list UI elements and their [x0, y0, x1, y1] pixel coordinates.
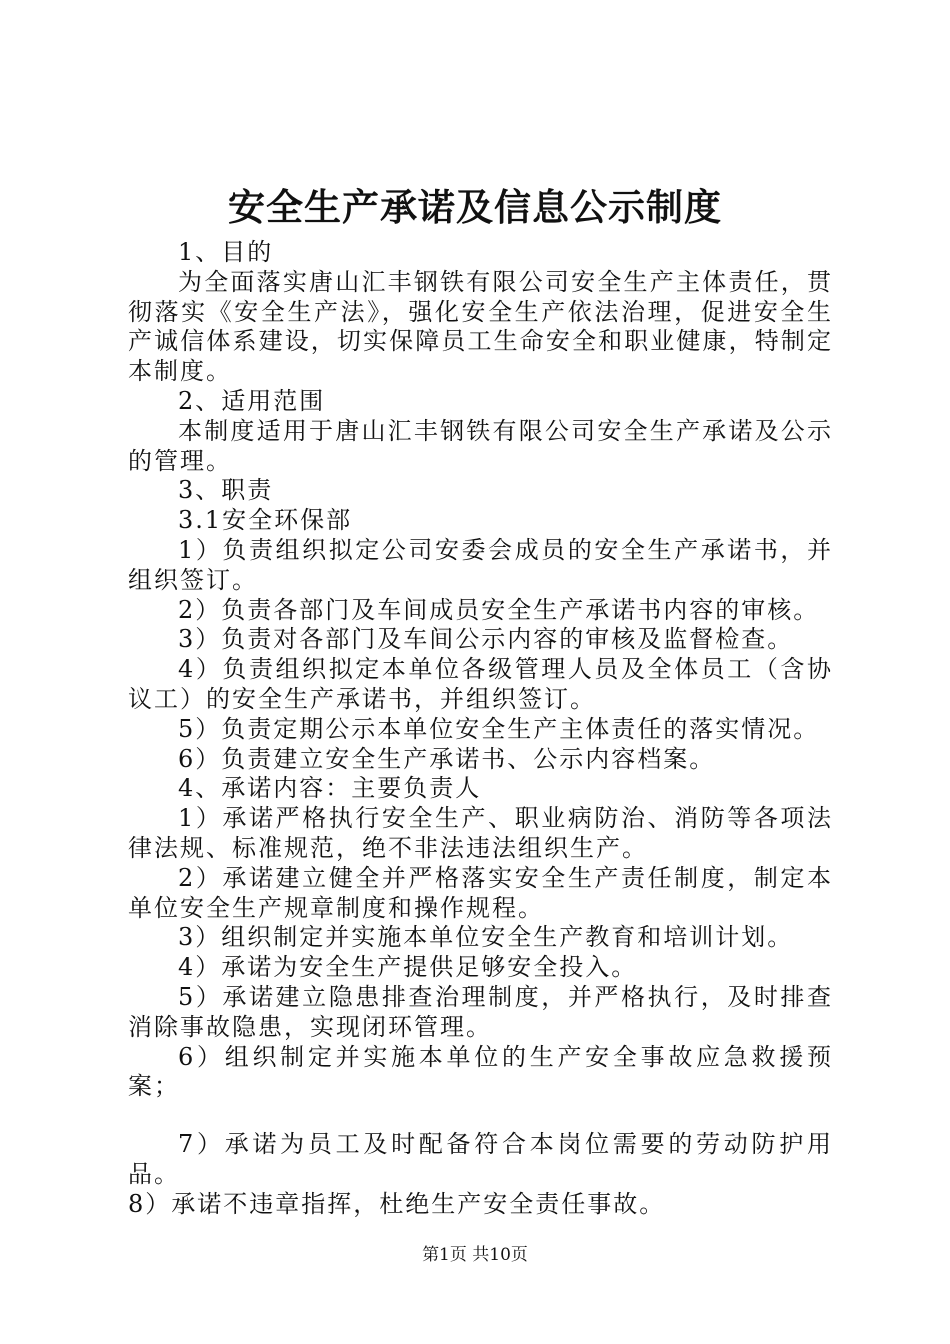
paragraph: 为全面落实唐山汇丰钢铁有限公司安全生产主体责任，贯彻落实《安全生产法》，强化安全生产依法治理，促进安全生产诚信体系建设，切实保障员工生命安全和职业健康，特制定本制度。: [128, 267, 833, 386]
list-item: 2）负责各部门及车间成员安全生产承诺书内容的审核。: [178, 595, 820, 624]
document-title: 安全生产承诺及信息公示制度: [228, 186, 722, 229]
section-heading: 3、职责: [178, 476, 274, 505]
document-body: [128, 238, 833, 1220]
paragraph-gap: [128, 1102, 833, 1130]
page-footer: 第1页 共10页: [422, 1245, 528, 1265]
section-heading: 1、目的: [178, 238, 274, 266]
section-heading: 4、承诺内容：主要负责人: [178, 774, 482, 803]
list-item: 6）负责建立安全生产承诺书、公示内容档案。: [178, 744, 716, 773]
list-item: 3）负责对各部门及车间公示内容的审核及监督检查。: [178, 625, 794, 654]
section-heading: 2、适用范围: [178, 386, 326, 415]
list-item: 4）承诺为安全生产提供足够安全投入。: [178, 953, 638, 982]
list-item: 3）组织制定并实施本单位安全生产教育和培训计划。: [178, 923, 794, 952]
list-item: 1）承诺严格执行安全生产、职业病防治、消防等各项法律法规、标准规范，绝不非法违法组织生产。: [128, 804, 833, 862]
list-item: 2）承诺建立健全并严格落实安全生产责任制度，制定本单位安全生产规章制度和操作规程。: [128, 863, 833, 922]
list-item: 6）组织制定并实施本单位的生产安全事故应急救援预案；: [128, 1042, 833, 1101]
list-item: 1）负责组织拟定公司安委会成员的安全生产承诺书，并组织签订。: [128, 535, 833, 594]
subsection-heading: 3.1安全环保部: [178, 506, 353, 535]
list-item: 5）负责定期公示本单位安全生产主体责任的落实情况。: [178, 714, 820, 743]
list-item: 7）承诺为员工及时配备符合本岗位需要的劳动防护用品。: [128, 1130, 833, 1188]
list-item: 5）承诺建立隐患排查治理制度，并严格执行，及时排查消除事故隐患，实现闭环管理。: [128, 982, 833, 1041]
paragraph: 本制度适用于唐山汇丰钢铁有限公司安全生产承诺及公示的管理。: [128, 416, 833, 475]
list-item: 8）承诺不违章指挥，杜绝生产安全责任事故。: [128, 1189, 666, 1218]
list-item: 4）负责组织拟定本单位各级管理人员及全体员工（含协议工）的安全生产承诺书，并组织签订。: [128, 655, 833, 713]
